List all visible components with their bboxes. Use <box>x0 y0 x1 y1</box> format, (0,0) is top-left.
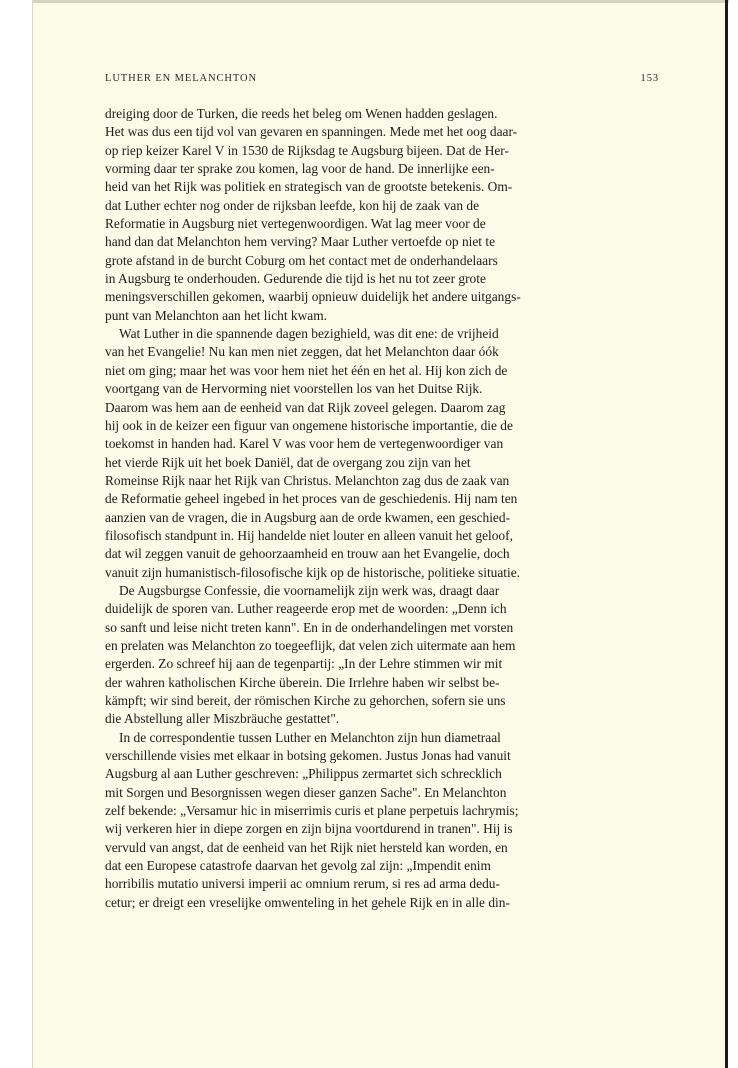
text-line: cetur; er dreigt een vreselijke omwenteling in het gehele Rijk en in alle din- <box>105 894 510 910</box>
body-text <box>105 105 659 912</box>
text-line: dat een Europese catastrofe daarvan het gevolg zal zijn: „Impendit enim <box>105 858 491 874</box>
text-line: Daarom was hem aan de eenheid van dat Rijk zoveel gelegen. Daarom zag <box>105 399 506 415</box>
paragraph-3 <box>105 582 659 729</box>
paragraph-4 <box>105 729 659 912</box>
text-line: duidelijk de sporen van. Luther reageerde erop met de woorden: „Denn ich <box>105 601 507 617</box>
text-line: de Reformatie geheel ingebed in het proces van de geschiedenis. Hij nam ten <box>105 491 518 507</box>
text-line: punt van Melanchton aan het licht kwam. <box>105 307 327 323</box>
text-line: Romeinse Rijk naar het Rijk van Christus. Melanchton zag dus de zaak van <box>105 472 510 488</box>
text-line-indented: Wat Luther in die spannende dagen bezighield, was dit ene: de vrijheid <box>119 326 499 342</box>
text-line: vorming daar ter sprake zou komen, lag voor de hand. De innerlijke een- <box>105 161 495 177</box>
text-line: Reformatie in Augsburg niet vertegenwoordigen. Wat lag meer voor de <box>105 216 486 232</box>
text-line: in Augsburg te onderhouden. Gedurende die tijd is het nu tot zeer grote <box>105 271 486 287</box>
text-line: hij ook in de keizer een figuur van ongemene historische importantie, die de <box>105 417 513 433</box>
text-line-indented: De Augsburgse Confessie, die voornamelijk zijn werk was, draagt daar <box>119 582 500 598</box>
text-line: op riep keizer Karel V in 1530 de Rijksdag te Augsburg bijeen. Dat de Her- <box>105 142 509 158</box>
text-line: horribilis mutatio universi imperii ac omnium rerum, si res ad arma dedu- <box>105 876 500 892</box>
text-line: dreiging door de Turken, die reeds het beleg om Wenen hadden geslagen. <box>105 106 498 121</box>
text-line: der wahren katholischen Kirche überein. Die Irrlehre haben wir selbst be- <box>105 674 500 690</box>
text-line: dat wil zeggen vanuit de gehoorzaamheid en trouw aan het Evangelie, doch <box>105 546 510 562</box>
text-line: meningsverschillen gekomen, waarbij opnieuw duidelijk het andere uitgangs- <box>105 289 521 305</box>
text-line: niet om ging; maar het was voor hem niet het één en het al. Hij kon zich de <box>105 362 508 378</box>
page-number: 153 <box>640 73 659 84</box>
text-line: grote afstand in de burcht Coburg om het contact met de onderhandelaars <box>105 252 498 268</box>
text-line: en prelaten was Melanchton zo toegeeflijk, dat velen zich uitermate aan hem <box>105 637 516 653</box>
text-line: hand dan dat Melanchton hem verving? Maar Luther vertoefde op niet te <box>105 234 496 250</box>
paragraph-1 <box>105 105 659 325</box>
text-line-indented: In de correspondentie tussen Luther en Melanchton zijn hun diametraal <box>119 729 501 745</box>
top-edge-shadow <box>33 0 729 3</box>
text-line: so sanft und leise nicht treten kann". En in de onderhandelingen met vorsten <box>105 619 514 635</box>
text-line: dat Luther echter nog onder de rijksban leefde, kon hij de zaak van de <box>105 197 480 213</box>
text-line: filosofisch standpunt in. Hij handelde niet louter en alleen vanuit het geloof, <box>105 527 513 543</box>
text-line: heid van het Rijk was politiek en strategisch van de grootste betekenis. Om- <box>105 179 513 195</box>
text-line: zelf bekende: „Versamur hic in miserrimis curis et plane perpetuis lachrymis; <box>105 803 519 819</box>
text-line: mit Sorgen und Besorgnissen wegen dieser ganzen Sache". En Melanchton <box>105 784 507 800</box>
text-line: verschillende visies met elkaar in botsing gekomen. Justus Jonas had vanuit <box>105 748 511 764</box>
paragraph-2 <box>105 325 659 582</box>
text-line: het vierde Rijk uit het boek Daniël, dat de overgang zou zijn van het <box>105 454 471 470</box>
text-line: vanuit zijn humanistisch-filosofische kijk op de historische, politieke situatie. <box>105 564 521 580</box>
text-line: die Abstellung aller Miszbräuche gestattet". <box>105 711 340 727</box>
running-head: LUTHER EN MELANCHTON <box>105 73 257 84</box>
text-line: Augsburg al aan Luther geschreven: „Philippus zermartet sich schrecklich <box>105 766 502 782</box>
page-edge-border <box>725 0 728 1068</box>
text-line: toekomst in handen had. Karel V was voor hem de vertegenwoordiger van <box>105 436 504 452</box>
text-line: voortgang van de Hervorming niet voorstellen los van het Duitse Rijk. <box>105 381 483 397</box>
text-line: van het Evangelie! Nu kan men niet zeggen, dat het Melanchton daar óók <box>105 344 499 360</box>
text-line: ergerden. Zo schreef hij aan de tegenpartij: „In der Lehre stimmen wir mit <box>105 656 503 672</box>
text-line: vervuld van angst, dat de eenheid van het Rijk niet hersteld kan worden, en <box>105 839 508 855</box>
text-line: Het was dus een tijd vol van gevaren en spanningen. Mede met het oog daar- <box>105 124 518 140</box>
text-line: kämpft; wir sind bereit, der römischen Kirche zu gehorchen, sofern sie uns <box>105 693 506 708</box>
book-page <box>32 0 728 1068</box>
page-header <box>105 73 659 93</box>
text-line: wij verkeren hier in diepe zorgen en zijn bijna voortdurend in tranen". Hij is <box>105 821 513 837</box>
text-line: aanzien van de vragen, die in Augsburg aan de orde kwamen, een geschied- <box>105 509 511 525</box>
